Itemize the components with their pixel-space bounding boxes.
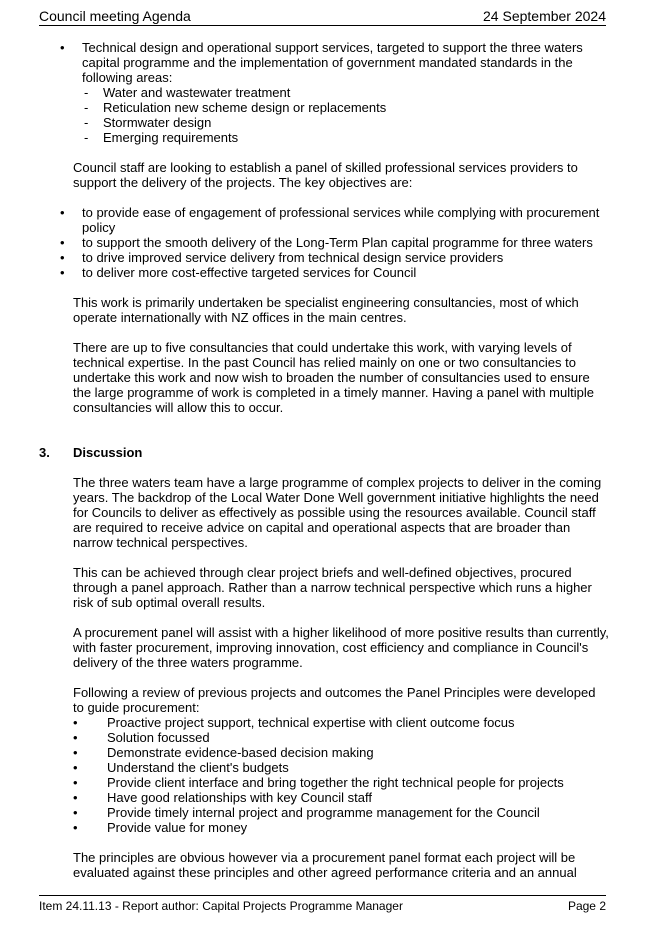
header-date: 24 September 2024 (483, 8, 606, 24)
list-item: • Provide value for money (73, 820, 248, 835)
list-item: • Proactive project support, technical expertise with client outcome focus (73, 715, 515, 730)
paragraph-consultancies: There are up to five consultancies that could undertake this work, with varying levels of technical expertise. In the past Council has relied mainly on one or two consultancies to undertake this work and now wish to broaden the number of consultancies used to ensure the large programme of work is completed in a timely manner. Having a panel with multiple consultancies will allow this to occur. (73, 340, 594, 415)
page-header (39, 7, 606, 26)
list-item: • to deliver more cost-effective targeted services for Council (60, 265, 417, 280)
paragraph-specialist: This work is primarily undertaken be specialist engineering consultancies, most of which operate internationally with NZ offices in the main centres. (73, 295, 579, 325)
subitem: - Stormwater design (84, 115, 212, 130)
subitem: - Water and wastewater treatment (84, 85, 291, 100)
discussion-paragraph-5: The principles are obvious however via a procurement panel format each project will be evaluated against these principles and other agreed performance criteria and an annual (73, 850, 577, 880)
intro-bullet-text: Technical design and operational support services, targeted to support the three waters capital programme and the implementation of government mandated standards in the following areas: (82, 40, 583, 85)
list-item: • to provide ease of engagement of professional services while complying with procurement policy (60, 205, 600, 235)
objectives-list (39, 205, 609, 280)
list-item: • Understand the client's budgets (73, 760, 289, 775)
header-title: Council meeting Agenda (39, 8, 191, 24)
discussion-paragraph-1: The three waters team have a large programme of complex projects to deliver in the coming years. The backdrop of the Local Water Done Well government initiative highlights the need for Councils to deliver as effectively as possible using the resources available. Council staff are required to receive advice on capital and operational aspects that are broader than narrow technical perspectives. (73, 475, 602, 550)
discussion-paragraph-3: A procurement panel will assist with a higher likelihood of more positive results than currently, with faster procurement, improving innovation, cost efficiency and compliance in Council's delivery of the three waters programme. (73, 625, 609, 670)
page-footer (39, 895, 606, 914)
discussion-paragraph-4: Following a review of previous projects and outcomes the Panel Principles were developed to guide procurement: (73, 685, 596, 715)
intro-bullet: • Technical design and operational support services, targeted to support the three waters capital programme and the implementation of government mandated standards in the following areas: (60, 40, 583, 85)
section-number: 3. (39, 445, 50, 460)
subitem: - Reticulation new scheme design or replacements (84, 100, 387, 115)
list-item: • Provide timely internal project and programme management for the Council (73, 805, 540, 820)
list-item: • to drive improved service delivery from technical design service providers (60, 250, 504, 265)
section-heading (39, 445, 609, 460)
section-title: Discussion (73, 445, 143, 460)
list-item: • to support the smooth delivery of the Long-Term Plan capital programme for three waters (60, 235, 593, 250)
subitem: - Emerging requirements (84, 130, 239, 145)
principles-list (39, 715, 609, 835)
page-body (39, 40, 609, 880)
footer-item-ref: Item 24.11.13 - Report author: Capital Projects Programme Manager (39, 899, 403, 913)
page-number: Page 2 (567, 899, 606, 913)
list-item: • Solution focussed (73, 730, 210, 745)
list-item: • Have good relationships with key Council staff (73, 790, 372, 805)
discussion-paragraph-2: This can be achieved through clear project briefs and well-defined objectives, procured through a panel approach. Rather than a narrow technical perspective which runs a higher risk of sub optimal overall results. (73, 565, 592, 610)
list-item: • Provide client interface and bring together the right technical people for projects (73, 775, 564, 790)
paragraph-panel: Council staff are looking to establish a panel of skilled professional services providers to support the delivery of the projects. The key objectives are: (73, 160, 578, 190)
list-item: • Demonstrate evidence-based decision making (73, 745, 374, 760)
